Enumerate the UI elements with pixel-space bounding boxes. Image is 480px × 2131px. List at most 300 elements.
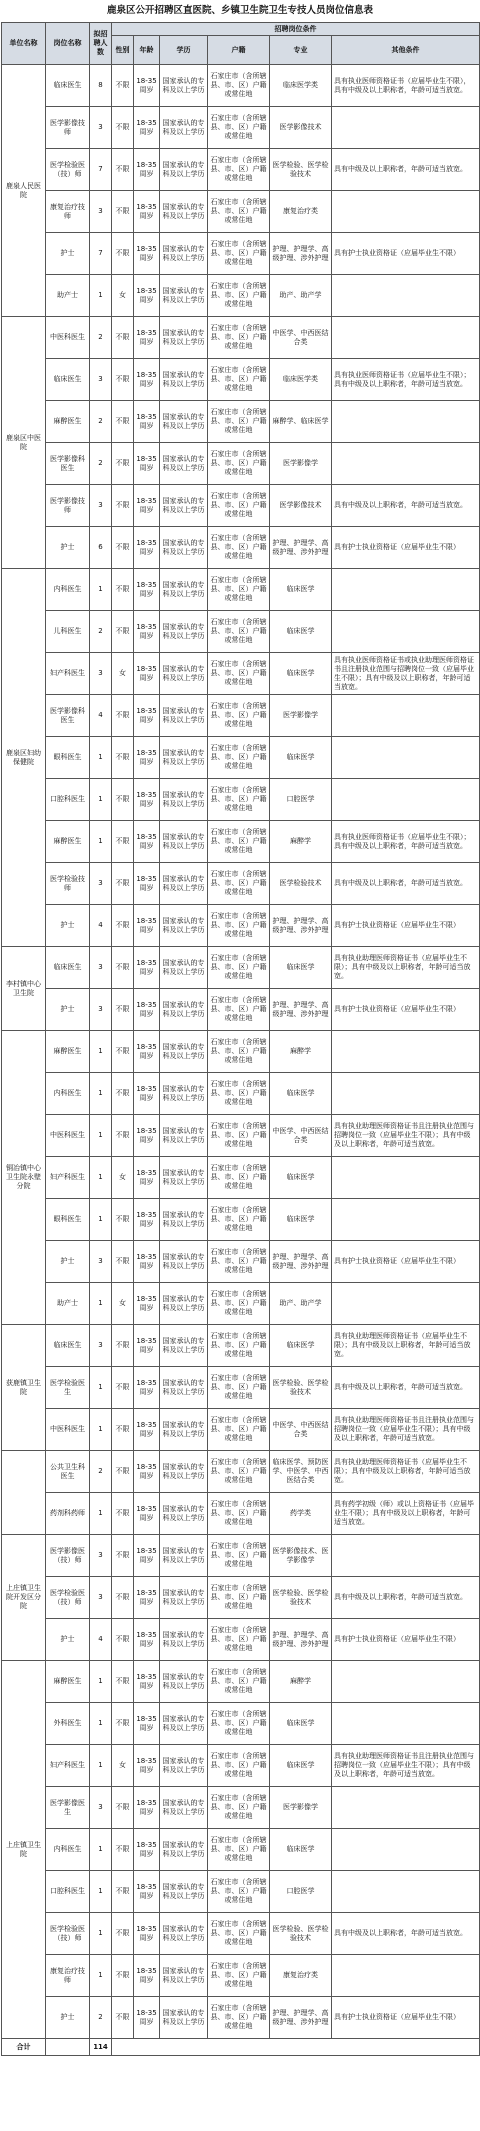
- post-count-cell: 1: [90, 1031, 112, 1073]
- household-cell: 石家庄市（含所辖县、市、区）户籍或常住地: [208, 401, 270, 443]
- education-cell: 国家承认的专科及以上学历: [160, 1157, 208, 1199]
- household-cell: 石家庄市（含所辖县、市、区）户籍或常住地: [208, 1451, 270, 1493]
- age-cell: 18-35周岁: [134, 779, 160, 821]
- major-cell: 医学影像学: [270, 443, 332, 485]
- gender-cell: 不限: [112, 1871, 134, 1913]
- education-cell: 国家承认的专科及以上学历: [160, 1997, 208, 2039]
- post-name-cell: 康复治疗技师: [46, 191, 90, 233]
- post-count-cell: 1: [90, 779, 112, 821]
- gender-cell: 不限: [112, 611, 134, 653]
- age-cell: 18-35周岁: [134, 443, 160, 485]
- age-cell: 18-35周岁: [134, 1157, 160, 1199]
- major-cell: 助产、助产学: [270, 275, 332, 317]
- age-cell: 18-35周岁: [134, 863, 160, 905]
- age-cell: 18-35周岁: [134, 1451, 160, 1493]
- post-count-cell: 2: [90, 401, 112, 443]
- post-count-cell: 1: [90, 1703, 112, 1745]
- major-cell: 医学影像技术: [270, 485, 332, 527]
- major-cell: 护理、护理学、高级护理、涉外护理: [270, 989, 332, 1031]
- gender-cell: 不限: [112, 947, 134, 989]
- post-name-cell: 护士: [46, 527, 90, 569]
- other-conditions-cell: [332, 569, 480, 611]
- other-conditions-cell: 具有护士执业资格证（应届毕业生不限）: [332, 527, 480, 569]
- total-row: [2, 2039, 480, 2056]
- education-cell: 国家承认的专科及以上学历: [160, 1577, 208, 1619]
- unit-name-cell: 上庄镇卫生院: [2, 1661, 46, 2039]
- post-count-cell: 1: [90, 1073, 112, 1115]
- education-cell: 国家承认的专科及以上学历: [160, 485, 208, 527]
- education-cell: 国家承认的专科及以上学历: [160, 1493, 208, 1535]
- post-count-cell: 3: [90, 989, 112, 1031]
- post-name-cell: 眼科医生: [46, 737, 90, 779]
- post-name-cell: 临床医生: [46, 65, 90, 107]
- table-row: [2, 485, 480, 527]
- age-cell: 18-35周岁: [134, 1871, 160, 1913]
- education-cell: 国家承认的专科及以上学历: [160, 1913, 208, 1955]
- post-name-cell: 医学影像科医生: [46, 443, 90, 485]
- post-count-cell: 6: [90, 527, 112, 569]
- gender-cell: 不限: [112, 149, 134, 191]
- gender-cell: 不限: [112, 863, 134, 905]
- age-cell: 18-35周岁: [134, 1073, 160, 1115]
- education-cell: 国家承认的专科及以上学历: [160, 611, 208, 653]
- table-row: [2, 1871, 480, 1913]
- age-cell: 18-35周岁: [134, 1241, 160, 1283]
- age-cell: 18-35周岁: [134, 989, 160, 1031]
- age-cell: 18-35周岁: [134, 821, 160, 863]
- education-cell: 国家承认的专科及以上学历: [160, 1241, 208, 1283]
- table-row: [2, 569, 480, 611]
- major-cell: 临床医学类: [270, 359, 332, 401]
- household-cell: 石家庄市（含所辖县、市、区）户籍或常住地: [208, 359, 270, 401]
- major-cell: 临床医学: [270, 947, 332, 989]
- header-education: 学历: [160, 36, 208, 65]
- major-cell: 中医学、中西医结合类: [270, 1115, 332, 1157]
- other-conditions-cell: 具有中级及以上职称者，年龄可适当放宽。: [332, 485, 480, 527]
- table-row: [2, 191, 480, 233]
- post-name-cell: 妇产科医生: [46, 653, 90, 695]
- major-cell: 护理、护理学、高级护理、涉外护理: [270, 1619, 332, 1661]
- education-cell: 国家承认的专科及以上学历: [160, 275, 208, 317]
- post-count-cell: 1: [90, 1913, 112, 1955]
- major-cell: 临床医学: [270, 1157, 332, 1199]
- gender-cell: 不限: [112, 1031, 134, 1073]
- age-cell: 18-35周岁: [134, 65, 160, 107]
- table-row: [2, 779, 480, 821]
- table-row: [2, 1745, 480, 1787]
- household-cell: 石家庄市（含所辖县、市、区）户籍或常住地: [208, 191, 270, 233]
- education-cell: 国家承认的专科及以上学历: [160, 779, 208, 821]
- gender-cell: 不限: [112, 1325, 134, 1367]
- other-conditions-cell: 具有执业医师资格证书（应届毕业生不限），具有中级及以上职称者，年龄可适当放宽。: [332, 65, 480, 107]
- post-count-cell: 3: [90, 485, 112, 527]
- gender-cell: 不限: [112, 359, 134, 401]
- unit-name-cell: [2, 1451, 46, 1535]
- table-row: [2, 233, 480, 275]
- education-cell: 国家承认的专科及以上学历: [160, 233, 208, 275]
- major-cell: 药学类: [270, 1493, 332, 1535]
- other-conditions-cell: [332, 191, 480, 233]
- post-count-cell: 1: [90, 275, 112, 317]
- major-cell: 临床医学: [270, 1829, 332, 1871]
- header-major: 专业: [270, 36, 332, 65]
- other-conditions-cell: 具有执业医师资格证书或执业助理医师资格证书且注册执业范围与招聘岗位一致（应届毕业生不限）；具有中级及以上职称者，年龄可适当放宽。: [332, 653, 480, 695]
- household-cell: 石家庄市（含所辖县、市、区）户籍或常住地: [208, 1409, 270, 1451]
- major-cell: 临床医学: [270, 1199, 332, 1241]
- major-cell: 医学检验、医学检验技术: [270, 149, 332, 191]
- other-conditions-cell: [332, 107, 480, 149]
- household-cell: 石家庄市（含所辖县、市、区）户籍或常住地: [208, 107, 270, 149]
- household-cell: 石家庄市（含所辖县、市、区）户籍或常住地: [208, 1829, 270, 1871]
- gender-cell: 不限: [112, 65, 134, 107]
- major-cell: 医学检验、医学检验技术: [270, 1913, 332, 1955]
- education-cell: 国家承认的专科及以上学历: [160, 401, 208, 443]
- age-cell: 18-35周岁: [134, 107, 160, 149]
- post-count-cell: 1: [90, 1493, 112, 1535]
- age-cell: 18-35周岁: [134, 737, 160, 779]
- table-row: [2, 107, 480, 149]
- major-cell: 康复治疗类: [270, 191, 332, 233]
- gender-cell: 不限: [112, 485, 134, 527]
- other-conditions-cell: [332, 779, 480, 821]
- other-conditions-cell: [332, 1661, 480, 1703]
- post-count-cell: 3: [90, 359, 112, 401]
- household-cell: 石家庄市（含所辖县、市、区）户籍或常住地: [208, 611, 270, 653]
- education-cell: 国家承认的专科及以上学历: [160, 1745, 208, 1787]
- age-cell: 18-35周岁: [134, 569, 160, 611]
- other-conditions-cell: [332, 1199, 480, 1241]
- age-cell: 18-35周岁: [134, 1577, 160, 1619]
- household-cell: 石家庄市（含所辖县、市、区）户籍或常住地: [208, 779, 270, 821]
- gender-cell: 不限: [112, 1115, 134, 1157]
- total-label: 合计: [2, 2039, 46, 2056]
- table-row: [2, 1409, 480, 1451]
- post-count-cell: 3: [90, 191, 112, 233]
- gender-cell: 不限: [112, 989, 134, 1031]
- education-cell: 国家承认的专科及以上学历: [160, 947, 208, 989]
- education-cell: 国家承认的专科及以上学历: [160, 863, 208, 905]
- household-cell: 石家庄市（含所辖县、市、区）户籍或常住地: [208, 1661, 270, 1703]
- gender-cell: 不限: [112, 1367, 134, 1409]
- age-cell: 18-35周岁: [134, 527, 160, 569]
- post-name-cell: 医学检验技师: [46, 863, 90, 905]
- education-cell: 国家承认的专科及以上学历: [160, 1661, 208, 1703]
- major-cell: 医学检验技术: [270, 863, 332, 905]
- other-conditions-cell: 具有执业医师资格证书（应届毕业生不限）；具有中级及以上职称者，年龄可适当放宽。: [332, 821, 480, 863]
- education-cell: 国家承认的专科及以上学历: [160, 905, 208, 947]
- gender-cell: 不限: [112, 737, 134, 779]
- post-name-cell: 眼科医生: [46, 1199, 90, 1241]
- post-name-cell: 助产士: [46, 1283, 90, 1325]
- table-row: [2, 1367, 480, 1409]
- other-conditions-cell: 具有中级及以上职称者，年龄可适当放宽。: [332, 1367, 480, 1409]
- household-cell: 石家庄市（含所辖县、市、区）户籍或常住地: [208, 275, 270, 317]
- household-cell: 石家庄市（含所辖县、市、区）户籍或常住地: [208, 989, 270, 1031]
- post-name-cell: 内科医生: [46, 1829, 90, 1871]
- gender-cell: 不限: [112, 1535, 134, 1577]
- gender-cell: 不限: [112, 1829, 134, 1871]
- table-row: [2, 1703, 480, 1745]
- header-row: [2, 23, 480, 36]
- post-count-cell: 3: [90, 1535, 112, 1577]
- header-household: 户籍: [208, 36, 270, 65]
- post-name-cell: 公共卫生科医生: [46, 1451, 90, 1493]
- education-cell: 国家承认的专科及以上学历: [160, 149, 208, 191]
- post-count-cell: 4: [90, 905, 112, 947]
- other-conditions-cell: [332, 737, 480, 779]
- major-cell: 临床医学: [270, 1745, 332, 1787]
- gender-cell: 女: [112, 275, 134, 317]
- post-count-cell: 3: [90, 1577, 112, 1619]
- other-conditions-cell: 具有护士执业资格证（应届毕业生不限）: [332, 905, 480, 947]
- other-conditions-cell: [332, 401, 480, 443]
- household-cell: 石家庄市（含所辖县、市、区）户籍或常住地: [208, 1325, 270, 1367]
- post-name-cell: 护士: [46, 233, 90, 275]
- major-cell: 护理、护理学、高级护理、涉外护理: [270, 1241, 332, 1283]
- age-cell: 18-35周岁: [134, 1493, 160, 1535]
- gender-cell: 不限: [112, 527, 134, 569]
- post-name-cell: 医学检验医生: [46, 1367, 90, 1409]
- total-value: 114: [90, 2039, 112, 2056]
- gender-cell: 不限: [112, 1451, 134, 1493]
- unit-name-cell: 鹿泉区中医院: [2, 317, 46, 569]
- major-cell: 临床医学: [270, 737, 332, 779]
- table-row: [2, 401, 480, 443]
- gender-cell: 不限: [112, 1619, 134, 1661]
- table-row: [2, 1577, 480, 1619]
- major-cell: 临床医学: [270, 1703, 332, 1745]
- gender-cell: 女: [112, 1745, 134, 1787]
- post-name-cell: 护士: [46, 1241, 90, 1283]
- household-cell: 石家庄市（含所辖县、市、区）户籍或常住地: [208, 569, 270, 611]
- table-row: [2, 989, 480, 1031]
- age-cell: 18-35周岁: [134, 233, 160, 275]
- education-cell: 国家承认的专科及以上学历: [160, 65, 208, 107]
- major-cell: 医学影像学: [270, 695, 332, 737]
- education-cell: 国家承认的专科及以上学历: [160, 569, 208, 611]
- gender-cell: 不限: [112, 233, 134, 275]
- other-conditions-cell: [332, 443, 480, 485]
- other-conditions-cell: 具有执业助理医师资格证书且注册执业范围与招聘岗位一致（应届毕业生不限）；具有中级及以上职称者，年龄可适当放宽。: [332, 1745, 480, 1787]
- post-count-cell: 1: [90, 1367, 112, 1409]
- other-conditions-cell: 具有护士执业资格证（应届毕业生不限）: [332, 1997, 480, 2039]
- table-row: [2, 1955, 480, 1997]
- other-conditions-cell: [332, 1157, 480, 1199]
- post-name-cell: 康复治疗技师: [46, 1955, 90, 1997]
- header-gender: 性别: [112, 36, 134, 65]
- gender-cell: 不限: [112, 1703, 134, 1745]
- age-cell: 18-35周岁: [134, 1325, 160, 1367]
- major-cell: 麻醉学、临床医学: [270, 401, 332, 443]
- age-cell: 18-35周岁: [134, 1787, 160, 1829]
- major-cell: 麻醉学: [270, 821, 332, 863]
- household-cell: 石家庄市（含所辖县、市、区）户籍或常住地: [208, 1577, 270, 1619]
- household-cell: 石家庄市（含所辖县、市、区）户籍或常住地: [208, 1787, 270, 1829]
- age-cell: 18-35周岁: [134, 359, 160, 401]
- other-conditions-cell: [332, 275, 480, 317]
- post-count-cell: 1: [90, 1199, 112, 1241]
- post-count-cell: 3: [90, 1325, 112, 1367]
- unit-name-cell: 李村镇中心卫生院: [2, 947, 46, 1031]
- household-cell: 石家庄市（含所辖县、市、区）户籍或常住地: [208, 1619, 270, 1661]
- post-name-cell: 临床医生: [46, 1325, 90, 1367]
- gender-cell: 不限: [112, 1199, 134, 1241]
- post-name-cell: 麻醉医生: [46, 401, 90, 443]
- table-row: [2, 1829, 480, 1871]
- major-cell: 临床医学、预防医学、中医学、中西医结合类: [270, 1451, 332, 1493]
- post-name-cell: 麻醉医生: [46, 1661, 90, 1703]
- post-name-cell: 助产士: [46, 275, 90, 317]
- household-cell: 石家庄市（含所辖县、市、区）户籍或常住地: [208, 1703, 270, 1745]
- post-count-cell: 2: [90, 443, 112, 485]
- household-cell: 石家庄市（含所辖县、市、区）户籍或常住地: [208, 443, 270, 485]
- education-cell: 国家承认的专科及以上学历: [160, 191, 208, 233]
- post-count-cell: 7: [90, 233, 112, 275]
- major-cell: 护理、护理学、高级护理、涉外护理: [270, 527, 332, 569]
- education-cell: 国家承认的专科及以上学历: [160, 1535, 208, 1577]
- education-cell: 国家承认的专科及以上学历: [160, 653, 208, 695]
- other-conditions-cell: [332, 1283, 480, 1325]
- header-age: 年龄: [134, 36, 160, 65]
- education-cell: 国家承认的专科及以上学历: [160, 1703, 208, 1745]
- post-name-cell: 口腔科医生: [46, 1871, 90, 1913]
- post-name-cell: 临床医生: [46, 359, 90, 401]
- major-cell: 医学检验、医学检验技术: [270, 1367, 332, 1409]
- age-cell: 18-35周岁: [134, 1115, 160, 1157]
- household-cell: 石家庄市（含所辖县、市、区）户籍或常住地: [208, 149, 270, 191]
- post-name-cell: 医学检验医（技）师: [46, 1577, 90, 1619]
- post-count-cell: 1: [90, 1409, 112, 1451]
- age-cell: 18-35周岁: [134, 1997, 160, 2039]
- table-row: [2, 653, 480, 695]
- gender-cell: 女: [112, 653, 134, 695]
- table-row: [2, 359, 480, 401]
- post-name-cell: 妇产科医生: [46, 1745, 90, 1787]
- table-row: [2, 695, 480, 737]
- education-cell: 国家承认的专科及以上学历: [160, 1199, 208, 1241]
- education-cell: 国家承认的专科及以上学历: [160, 107, 208, 149]
- table-row: [2, 65, 480, 107]
- age-cell: 18-35周岁: [134, 1955, 160, 1997]
- other-conditions-cell: 具有执业助理医师资格证书（应届毕业生不限）；具有中级及以上职称者，年龄可适当放宽。: [332, 947, 480, 989]
- post-name-cell: 护士: [46, 1619, 90, 1661]
- post-count-cell: 2: [90, 611, 112, 653]
- education-cell: 国家承认的专科及以上学历: [160, 737, 208, 779]
- header-unit: 单位名称: [2, 23, 46, 65]
- major-cell: 临床医学: [270, 569, 332, 611]
- age-cell: 18-35周岁: [134, 1745, 160, 1787]
- post-count-cell: 3: [90, 863, 112, 905]
- table-row: [2, 1157, 480, 1199]
- major-cell: 助产、助产学: [270, 1283, 332, 1325]
- post-count-cell: 1: [90, 1745, 112, 1787]
- post-count-cell: 1: [90, 821, 112, 863]
- education-cell: 国家承认的专科及以上学历: [160, 1955, 208, 1997]
- gender-cell: 女: [112, 1157, 134, 1199]
- total-spacer: [46, 2039, 90, 2056]
- post-name-cell: 医学影像医生: [46, 1787, 90, 1829]
- education-cell: 国家承认的专科及以上学历: [160, 1115, 208, 1157]
- age-cell: 18-35周岁: [134, 1703, 160, 1745]
- major-cell: 临床医学: [270, 1325, 332, 1367]
- post-count-cell: 3: [90, 1241, 112, 1283]
- age-cell: 18-35周岁: [134, 653, 160, 695]
- gender-cell: 不限: [112, 191, 134, 233]
- other-conditions-cell: [332, 1787, 480, 1829]
- gender-cell: 不限: [112, 779, 134, 821]
- post-name-cell: 护士: [46, 1997, 90, 2039]
- other-conditions-cell: 具有中级及以上职称者，年龄可适当放宽。: [332, 1913, 480, 1955]
- unit-name-cell: 铜冶镇中心卫生院永壁分院: [2, 1031, 46, 1325]
- post-count-cell: 1: [90, 1115, 112, 1157]
- age-cell: 18-35周岁: [134, 695, 160, 737]
- gender-cell: 不限: [112, 1073, 134, 1115]
- education-cell: 国家承认的专科及以上学历: [160, 695, 208, 737]
- header-post: 岗位名称: [46, 23, 90, 65]
- post-count-cell: 4: [90, 1619, 112, 1661]
- table-row: [2, 737, 480, 779]
- education-cell: 国家承认的专科及以上学历: [160, 1367, 208, 1409]
- age-cell: 18-35周岁: [134, 1619, 160, 1661]
- unit-name-cell: 鹿泉区妇幼保健院: [2, 569, 46, 947]
- other-conditions-cell: [332, 317, 480, 359]
- post-count-cell: 1: [90, 569, 112, 611]
- table-row: [2, 1997, 480, 2039]
- other-conditions-cell: 具有中级及以上职称者，年龄可适当放宽。: [332, 1577, 480, 1619]
- education-cell: 国家承认的专科及以上学历: [160, 1871, 208, 1913]
- major-cell: 临床医学: [270, 653, 332, 695]
- age-cell: 18-35周岁: [134, 1283, 160, 1325]
- header-conditions: 招聘岗位条件: [112, 23, 480, 36]
- other-conditions-cell: 具有药学初级（师）或以上资格证书（应届毕业生不限）；具有中级及以上职称者，年龄可适当放宽。: [332, 1493, 480, 1535]
- table-row: [2, 317, 480, 359]
- education-cell: 国家承认的专科及以上学历: [160, 1829, 208, 1871]
- other-conditions-cell: 具有中级及以上职称者，年龄可适当放宽。: [332, 863, 480, 905]
- gender-cell: 不限: [112, 1493, 134, 1535]
- post-name-cell: 内科医生: [46, 569, 90, 611]
- other-conditions-cell: [332, 1829, 480, 1871]
- gender-cell: 不限: [112, 317, 134, 359]
- other-conditions-cell: 具有护士执业资格证（应届毕业生不限）: [332, 233, 480, 275]
- household-cell: 石家庄市（含所辖县、市、区）户籍或常住地: [208, 1199, 270, 1241]
- post-name-cell: 医学影像科医生: [46, 695, 90, 737]
- post-count-cell: 2: [90, 1997, 112, 2039]
- age-cell: 18-35周岁: [134, 611, 160, 653]
- age-cell: 18-35周岁: [134, 905, 160, 947]
- age-cell: 18-35周岁: [134, 275, 160, 317]
- major-cell: 麻醉学: [270, 1661, 332, 1703]
- other-conditions-cell: 具有护士执业资格证（应届毕业生不限）: [332, 989, 480, 1031]
- other-conditions-cell: [332, 611, 480, 653]
- table-row: [2, 149, 480, 191]
- household-cell: 石家庄市（含所辖县、市、区）户籍或常住地: [208, 1955, 270, 1997]
- gender-cell: 不限: [112, 1913, 134, 1955]
- post-count-cell: 3: [90, 947, 112, 989]
- header-other: 其他条件: [332, 36, 480, 65]
- post-count-cell: 1: [90, 1871, 112, 1913]
- education-cell: 国家承认的专科及以上学历: [160, 1619, 208, 1661]
- total-empty: [112, 2039, 480, 2056]
- household-cell: 石家庄市（含所辖县、市、区）户籍或常住地: [208, 485, 270, 527]
- table-row: [2, 947, 480, 989]
- post-name-cell: 中医科医生: [46, 1409, 90, 1451]
- table-row: [2, 1535, 480, 1577]
- table-row: [2, 1661, 480, 1703]
- post-name-cell: 麻醉医生: [46, 821, 90, 863]
- table-row: [2, 1199, 480, 1241]
- education-cell: 国家承认的专科及以上学历: [160, 989, 208, 1031]
- post-name-cell: 麻醉医生: [46, 1031, 90, 1073]
